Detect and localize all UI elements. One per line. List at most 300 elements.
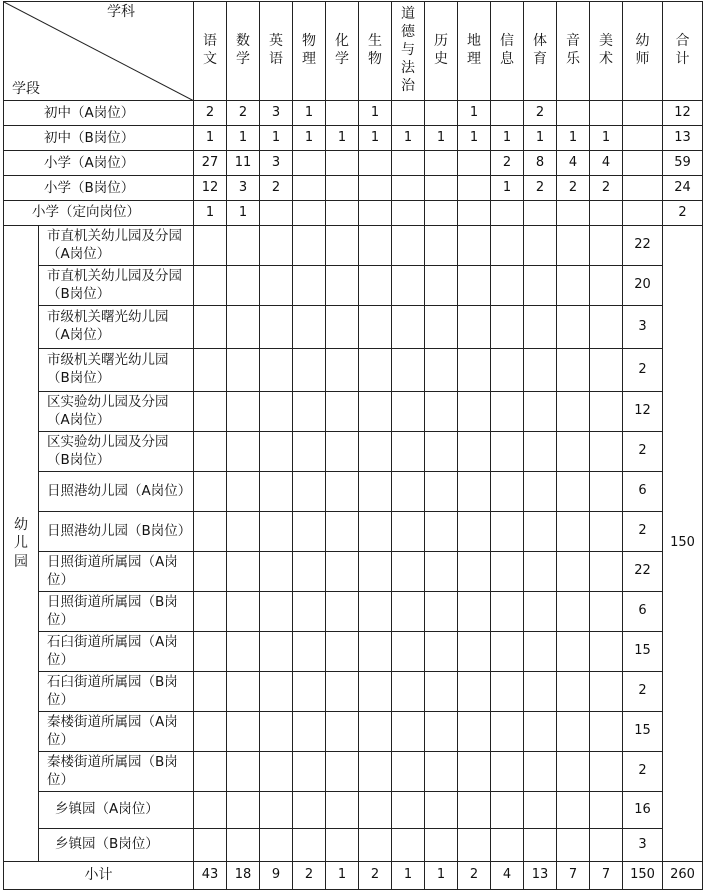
empty-cell: [326, 672, 359, 712]
value-cell: [458, 176, 491, 201]
empty-cell: [524, 472, 557, 512]
empty-cell: [260, 592, 293, 632]
empty-cell: [491, 512, 524, 552]
empty-cell: [227, 632, 260, 672]
subtotal-value-cell: 260: [663, 862, 703, 890]
empty-cell: [557, 392, 590, 432]
empty-cell: [326, 752, 359, 792]
value-cell: 1: [194, 126, 227, 151]
empty-cell: [524, 392, 557, 432]
empty-cell: [392, 712, 425, 752]
row-label: 市直机关幼儿园及分园（B岗位）: [39, 266, 194, 306]
empty-cell: [524, 712, 557, 752]
empty-cell: [491, 266, 524, 306]
value-cell: 11: [227, 151, 260, 176]
value-cell: [425, 201, 458, 226]
value-cell: 2: [491, 151, 524, 176]
empty-cell: [227, 752, 260, 792]
empty-cell: [590, 392, 623, 432]
value-cell: 24: [663, 176, 703, 201]
empty-cell: [590, 226, 623, 266]
row-label: 初中（B岗位）: [4, 126, 194, 151]
teacher-value-cell: 2: [623, 349, 663, 392]
empty-cell: [359, 792, 392, 829]
corner-subject-label: 学科: [107, 4, 135, 20]
empty-cell: [392, 792, 425, 829]
empty-cell: [524, 829, 557, 862]
empty-cell: [326, 592, 359, 632]
empty-cell: [491, 392, 524, 432]
empty-cell: [227, 226, 260, 266]
empty-cell: [260, 349, 293, 392]
value-cell: [458, 201, 491, 226]
value-cell: 1: [491, 126, 524, 151]
empty-cell: [590, 512, 623, 552]
empty-cell: [491, 829, 524, 862]
empty-cell: [194, 632, 227, 672]
empty-cell: [425, 829, 458, 862]
row-label: 日照港幼儿园（B岗位）: [39, 512, 194, 552]
value-cell: [359, 201, 392, 226]
value-cell: [359, 151, 392, 176]
table-row: [4, 552, 703, 592]
empty-cell: [359, 829, 392, 862]
value-cell: 1: [359, 101, 392, 126]
empty-cell: [590, 632, 623, 672]
value-cell: 1: [194, 201, 227, 226]
empty-cell: [491, 226, 524, 266]
empty-cell: [392, 752, 425, 792]
value-cell: [491, 201, 524, 226]
empty-cell: [524, 266, 557, 306]
value-cell: 1: [293, 126, 326, 151]
value-cell: [590, 101, 623, 126]
row-label: 日照港幼儿园（A岗位）: [39, 472, 194, 512]
value-cell: 59: [663, 151, 703, 176]
empty-cell: [458, 226, 491, 266]
empty-cell: [557, 512, 590, 552]
empty-cell: [392, 306, 425, 349]
subtotal-value-cell: 150: [623, 862, 663, 890]
empty-cell: [425, 349, 458, 392]
row-label: 秦楼街道所属园（A岗位）: [39, 712, 194, 752]
empty-cell: [326, 632, 359, 672]
empty-cell: [260, 632, 293, 672]
value-cell: [557, 201, 590, 226]
empty-cell: [359, 672, 392, 712]
empty-cell: [359, 349, 392, 392]
row-label: 市级机关曙光幼儿园（A岗位）: [39, 306, 194, 349]
table-row: [4, 392, 703, 432]
empty-cell: [227, 592, 260, 632]
empty-cell: [227, 392, 260, 432]
empty-cell: [557, 712, 590, 752]
subject-header: 历史: [425, 2, 458, 101]
empty-cell: [524, 349, 557, 392]
empty-cell: [293, 472, 326, 512]
value-cell: 1: [524, 126, 557, 151]
value-cell: 1: [359, 126, 392, 151]
subject-header: 生物: [359, 2, 392, 101]
empty-cell: [557, 266, 590, 306]
empty-cell: [524, 432, 557, 472]
empty-cell: [194, 552, 227, 592]
empty-cell: [293, 752, 326, 792]
empty-cell: [425, 392, 458, 432]
empty-cell: [227, 512, 260, 552]
empty-cell: [293, 266, 326, 306]
empty-cell: [590, 792, 623, 829]
table-row: [4, 266, 703, 306]
teacher-value-cell: 3: [623, 829, 663, 862]
empty-cell: [590, 712, 623, 752]
value-cell: 1: [491, 176, 524, 201]
kindergarten-label: 幼儿园: [4, 226, 39, 862]
empty-cell: [458, 632, 491, 672]
empty-cell: [293, 792, 326, 829]
value-cell: 1: [326, 126, 359, 151]
empty-cell: [392, 432, 425, 472]
empty-cell: [458, 392, 491, 432]
value-cell: 1: [557, 126, 590, 151]
empty-cell: [227, 266, 260, 306]
empty-cell: [359, 392, 392, 432]
table-row: [4, 126, 703, 151]
value-cell: 2: [590, 176, 623, 201]
empty-cell: [194, 792, 227, 829]
empty-cell: [557, 349, 590, 392]
empty-cell: [524, 306, 557, 349]
empty-cell: [227, 829, 260, 862]
empty-cell: [227, 672, 260, 712]
teacher-value-cell: 15: [623, 712, 663, 752]
empty-cell: [260, 829, 293, 862]
value-cell: [392, 201, 425, 226]
empty-cell: [194, 829, 227, 862]
row-label: 初中（A岗位）: [4, 101, 194, 126]
value-cell: 2: [194, 101, 227, 126]
value-cell: [326, 176, 359, 201]
empty-cell: [293, 432, 326, 472]
empty-cell: [458, 552, 491, 592]
empty-cell: [425, 432, 458, 472]
empty-cell: [557, 792, 590, 829]
value-cell: 27: [194, 151, 227, 176]
empty-cell: [227, 306, 260, 349]
teacher-value-cell: 2: [623, 672, 663, 712]
subject-header: 幼师: [623, 2, 663, 101]
staffing-table: [3, 1, 703, 890]
empty-cell: [260, 752, 293, 792]
empty-cell: [524, 632, 557, 672]
table-row: [4, 201, 703, 226]
value-cell: 2: [260, 176, 293, 201]
value-cell: [326, 201, 359, 226]
empty-cell: [194, 512, 227, 552]
value-cell: 3: [260, 101, 293, 126]
empty-cell: [524, 552, 557, 592]
value-cell: 3: [227, 176, 260, 201]
empty-cell: [260, 306, 293, 349]
subtotal-value-cell: 2: [359, 862, 392, 890]
value-cell: [623, 201, 663, 226]
teacher-value-cell: 20: [623, 266, 663, 306]
value-cell: [425, 101, 458, 126]
table-row: [4, 512, 703, 552]
empty-cell: [293, 226, 326, 266]
subject-header: 语文: [194, 2, 227, 101]
value-cell: [326, 151, 359, 176]
empty-cell: [194, 349, 227, 392]
table-row: [4, 712, 703, 752]
empty-cell: [557, 752, 590, 792]
value-cell: [293, 151, 326, 176]
value-cell: [524, 201, 557, 226]
empty-cell: [260, 712, 293, 752]
value-cell: 2: [227, 101, 260, 126]
empty-cell: [392, 472, 425, 512]
empty-cell: [557, 226, 590, 266]
empty-cell: [524, 226, 557, 266]
empty-cell: [491, 712, 524, 752]
subject-header: 体育: [524, 2, 557, 101]
empty-cell: [425, 672, 458, 712]
empty-cell: [326, 349, 359, 392]
empty-cell: [590, 432, 623, 472]
row-label: 日照街道所属园（A岗位）: [39, 552, 194, 592]
value-cell: [392, 151, 425, 176]
table-row: [4, 349, 703, 392]
empty-cell: [491, 672, 524, 712]
empty-cell: [293, 632, 326, 672]
empty-cell: [293, 712, 326, 752]
empty-cell: [590, 552, 623, 592]
empty-cell: [458, 829, 491, 862]
empty-cell: [557, 552, 590, 592]
empty-cell: [425, 266, 458, 306]
value-cell: 1: [227, 201, 260, 226]
empty-cell: [260, 392, 293, 432]
teacher-value-cell: 16: [623, 792, 663, 829]
empty-cell: [458, 349, 491, 392]
table-row: [4, 226, 703, 266]
empty-cell: [392, 592, 425, 632]
empty-cell: [260, 512, 293, 552]
empty-cell: [458, 306, 491, 349]
table-row: [4, 752, 703, 792]
subtotal-value-cell: 18: [227, 862, 260, 890]
empty-cell: [194, 266, 227, 306]
empty-cell: [458, 792, 491, 829]
table-row: [4, 432, 703, 472]
empty-cell: [491, 349, 524, 392]
empty-cell: [590, 829, 623, 862]
empty-cell: [590, 472, 623, 512]
empty-cell: [326, 792, 359, 829]
value-cell: 8: [524, 151, 557, 176]
row-label: 区实验幼儿园及分园（A岗位）: [39, 392, 194, 432]
empty-cell: [326, 712, 359, 752]
empty-cell: [359, 632, 392, 672]
empty-cell: [293, 512, 326, 552]
teacher-value-cell: 2: [623, 432, 663, 472]
empty-cell: [293, 306, 326, 349]
empty-cell: [227, 349, 260, 392]
empty-cell: [260, 552, 293, 592]
empty-cell: [425, 712, 458, 752]
teacher-value-cell: 22: [623, 226, 663, 266]
empty-cell: [524, 752, 557, 792]
empty-cell: [326, 512, 359, 552]
empty-cell: [392, 226, 425, 266]
teacher-value-cell: 6: [623, 592, 663, 632]
empty-cell: [392, 552, 425, 592]
row-label: 市直机关幼儿园及分园（A岗位）: [39, 226, 194, 266]
value-cell: 3: [260, 151, 293, 176]
value-cell: [623, 101, 663, 126]
row-label: 市级机关曙光幼儿园（B岗位）: [39, 349, 194, 392]
empty-cell: [194, 592, 227, 632]
subtotal-value-cell: 1: [392, 862, 425, 890]
empty-cell: [425, 226, 458, 266]
value-cell: 12: [194, 176, 227, 201]
value-cell: [623, 151, 663, 176]
empty-cell: [194, 306, 227, 349]
value-cell: 1: [227, 126, 260, 151]
empty-cell: [557, 592, 590, 632]
empty-cell: [491, 552, 524, 592]
value-cell: [491, 101, 524, 126]
empty-cell: [392, 672, 425, 712]
value-cell: [623, 126, 663, 151]
empty-cell: [425, 472, 458, 512]
header-row: [4, 2, 703, 101]
empty-cell: [326, 226, 359, 266]
table-row: [4, 829, 703, 862]
corner-stage-label: 学段: [12, 80, 40, 97]
subtotal-value-cell: 1: [326, 862, 359, 890]
teacher-value-cell: 22: [623, 552, 663, 592]
empty-cell: [359, 472, 392, 512]
value-cell: 12: [663, 101, 703, 126]
empty-cell: [326, 306, 359, 349]
subject-header: 地理: [458, 2, 491, 101]
value-cell: 1: [425, 126, 458, 151]
value-cell: 2: [524, 176, 557, 201]
subtotal-value-cell: 43: [194, 862, 227, 890]
empty-cell: [491, 432, 524, 472]
empty-cell: [491, 632, 524, 672]
empty-cell: [458, 266, 491, 306]
teacher-value-cell: 15: [623, 632, 663, 672]
empty-cell: [194, 226, 227, 266]
empty-cell: [458, 592, 491, 632]
subtotal-value-cell: 1: [425, 862, 458, 890]
subject-header: 音乐: [557, 2, 590, 101]
subtotal-value-cell: 9: [260, 862, 293, 890]
empty-cell: [590, 672, 623, 712]
table-row: [4, 151, 703, 176]
subtotal-value-cell: 2: [458, 862, 491, 890]
table-row: [4, 306, 703, 349]
empty-cell: [590, 592, 623, 632]
empty-cell: [491, 792, 524, 829]
row-label: 石臼街道所属园（B岗位）: [39, 672, 194, 712]
row-label: 日照街道所属园（B岗位）: [39, 592, 194, 632]
value-cell: 2: [524, 101, 557, 126]
row-label: 小学（A岗位）: [4, 151, 194, 176]
row-label: 秦楼街道所属园（B岗位）: [39, 752, 194, 792]
empty-cell: [425, 752, 458, 792]
empty-cell: [227, 712, 260, 752]
empty-cell: [326, 392, 359, 432]
empty-cell: [359, 432, 392, 472]
empty-cell: [227, 552, 260, 592]
empty-cell: [194, 472, 227, 512]
subtotal-value-cell: 13: [524, 862, 557, 890]
empty-cell: [293, 672, 326, 712]
empty-cell: [425, 792, 458, 829]
subject-header: 合计: [663, 2, 703, 101]
subtotal-label: 小计: [4, 862, 194, 890]
empty-cell: [557, 306, 590, 349]
empty-cell: [260, 432, 293, 472]
empty-cell: [491, 306, 524, 349]
empty-cell: [590, 306, 623, 349]
value-cell: [623, 176, 663, 201]
row-label: 小学（定向岗位）: [4, 201, 194, 226]
empty-cell: [392, 632, 425, 672]
subtotal-value-cell: 7: [590, 862, 623, 890]
empty-cell: [359, 592, 392, 632]
empty-cell: [524, 672, 557, 712]
value-cell: 1: [590, 126, 623, 151]
empty-cell: [293, 592, 326, 632]
value-cell: 4: [590, 151, 623, 176]
empty-cell: [227, 792, 260, 829]
empty-cell: [458, 512, 491, 552]
value-cell: 1: [458, 126, 491, 151]
empty-cell: [458, 712, 491, 752]
empty-cell: [557, 432, 590, 472]
value-cell: 13: [663, 126, 703, 151]
value-cell: 2: [663, 201, 703, 226]
value-cell: [392, 101, 425, 126]
table-row: [4, 672, 703, 712]
row-label: 乡镇园（A岗位）: [39, 792, 194, 829]
value-cell: 1: [392, 126, 425, 151]
empty-cell: [326, 472, 359, 512]
empty-cell: [326, 829, 359, 862]
empty-cell: [227, 432, 260, 472]
empty-cell: [557, 632, 590, 672]
empty-cell: [293, 349, 326, 392]
empty-cell: [194, 432, 227, 472]
value-cell: [392, 176, 425, 201]
empty-cell: [491, 752, 524, 792]
empty-cell: [557, 472, 590, 512]
empty-cell: [260, 792, 293, 829]
value-cell: [293, 176, 326, 201]
subtotal-value-cell: 7: [557, 862, 590, 890]
empty-cell: [491, 592, 524, 632]
empty-cell: [425, 552, 458, 592]
empty-cell: [194, 712, 227, 752]
empty-cell: [194, 392, 227, 432]
table-row: [4, 632, 703, 672]
empty-cell: [194, 752, 227, 792]
value-cell: 1: [293, 101, 326, 126]
